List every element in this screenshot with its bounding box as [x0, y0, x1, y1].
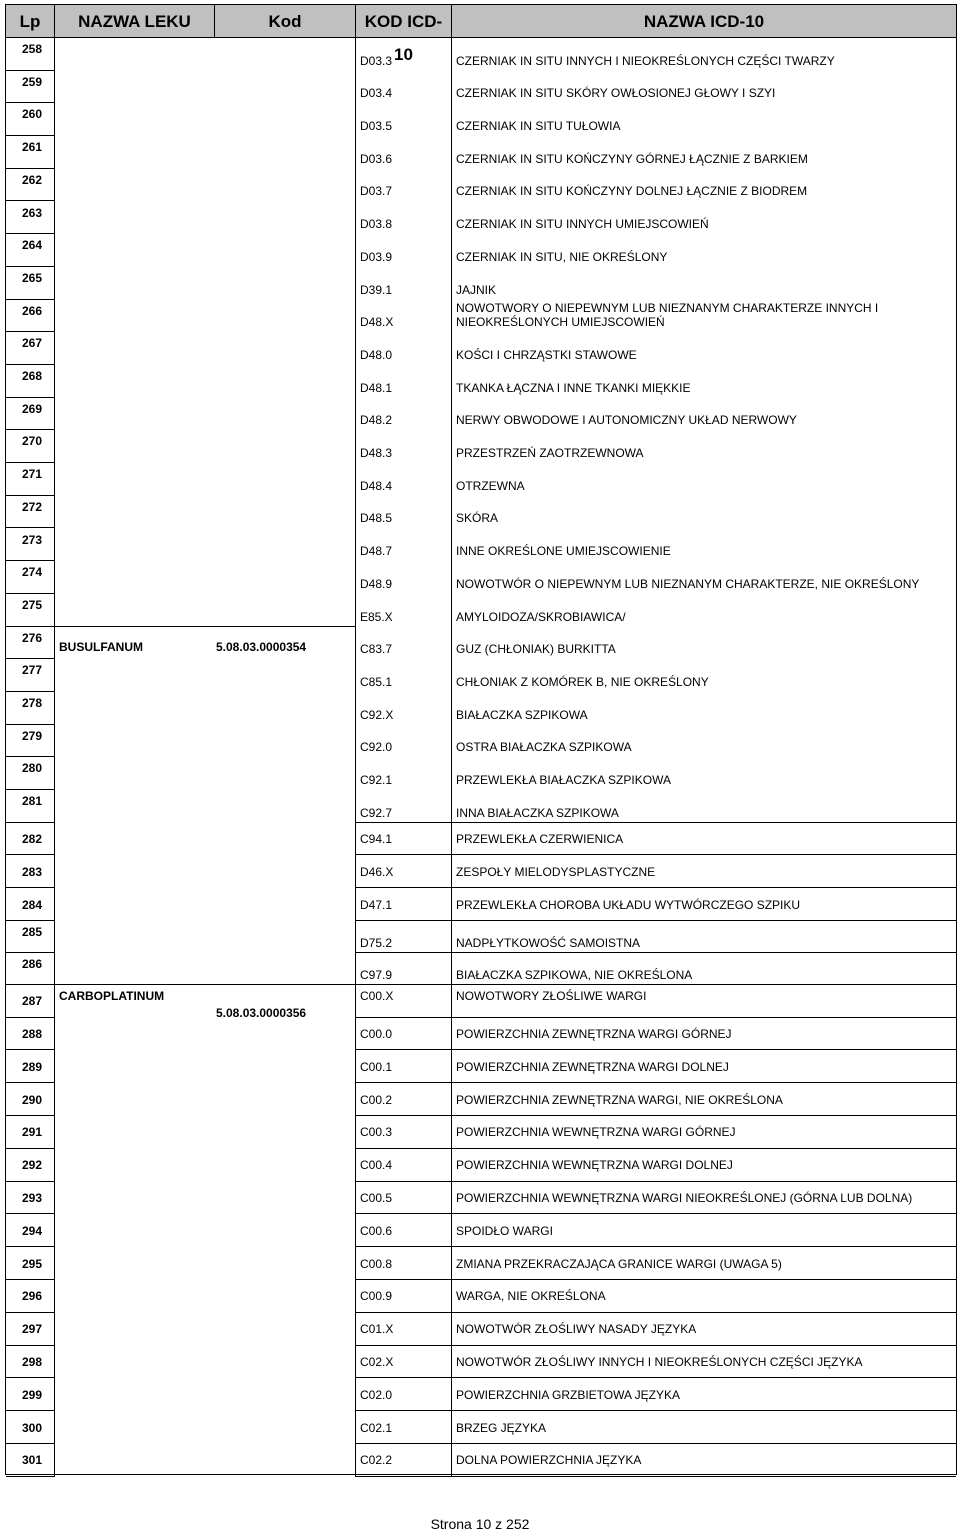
- icd-code: D48.5: [360, 511, 393, 526]
- table-row: [6, 659, 956, 692]
- table-row: [6, 1149, 956, 1182]
- icd-code: C00.9: [360, 1289, 393, 1304]
- icd-name: NOWOTWÓR ZŁOŚLIWY INNYCH I NIEOKREŚLONYCH CZĘŚCI JĘZYKA: [456, 1355, 863, 1370]
- row-lp: 284: [22, 897, 43, 912]
- icd-name: NOWOTWORY ZŁOŚLIWE WARGI: [456, 988, 647, 1003]
- table-row: [6, 1313, 956, 1346]
- row-border: [355, 1476, 956, 1477]
- icd-name: CZERNIAK IN SITU KOŃCZYNY GÓRNEJ ŁĄCZNIE Z BARKIEM: [456, 151, 808, 166]
- table-row: [6, 398, 956, 431]
- table-row: [6, 757, 956, 790]
- table-row: [6, 38, 956, 71]
- row-lp: 276: [22, 630, 43, 645]
- icd-code: D48.2: [360, 413, 393, 428]
- icd-code: C02.1: [360, 1420, 393, 1435]
- table-row: [6, 1018, 956, 1051]
- table-row: [6, 332, 956, 365]
- row-lp: 267: [22, 336, 43, 351]
- row-lp: 268: [22, 369, 43, 383]
- icd-code: C02.0: [360, 1387, 393, 1402]
- table-row: [6, 169, 956, 202]
- row-lp: 263: [22, 205, 43, 220]
- table-row: [6, 594, 956, 627]
- table-row: [6, 888, 956, 921]
- table-row: [6, 823, 956, 856]
- icd-name: CZERNIAK IN SITU SKÓRY OWŁOSIONEJ GŁOWY I SZYI: [456, 86, 776, 101]
- icd-name: POWIERZCHNIA ZEWNĘTRZNA WARGI DOLNEJ: [456, 1059, 729, 1074]
- icd-name: POWIERZCHNIA ZEWNĘTRZNA WARGI GÓRNEJ: [456, 1027, 732, 1042]
- row-lp: 265: [22, 270, 43, 285]
- header-lp: Lp: [6, 5, 55, 38]
- table-row: [6, 1444, 956, 1477]
- row-lp: 296: [22, 1289, 43, 1304]
- icd-code: D47.1: [360, 897, 393, 912]
- table-row: [6, 1247, 956, 1280]
- table-row: [6, 1379, 956, 1412]
- table-row: [6, 1182, 956, 1215]
- icd-name: NOWOTWÓR ZŁOŚLIWY NASADY JĘZYKA: [456, 1322, 697, 1337]
- icd-name: OSTRA BIAŁACZKA SZPIKOWA: [456, 740, 632, 755]
- icd-code: C02.2: [360, 1453, 393, 1468]
- icd-code: C00.3: [360, 1125, 393, 1140]
- row-lp: 278: [22, 696, 43, 710]
- table-row: [6, 300, 956, 333]
- header-drug-name: NAZWA LEKU: [55, 5, 215, 38]
- row-lp: 281: [22, 794, 43, 809]
- row-border: [6, 1476, 54, 1477]
- icd-code: E85.X: [360, 609, 393, 624]
- drug-icd-table: [5, 4, 957, 1475]
- table-row: [6, 71, 956, 104]
- table-row: [6, 1346, 956, 1379]
- table-row: [6, 365, 956, 398]
- page-number: Strona 10 z 252: [430, 1516, 530, 1532]
- header-kod: Kod: [215, 5, 356, 38]
- table-row: [6, 985, 956, 1018]
- icd-code: C92.X: [360, 707, 394, 722]
- row-lp: 282: [22, 832, 43, 847]
- icd-code: D39.1: [360, 282, 393, 297]
- icd-code: C02.X: [360, 1355, 394, 1370]
- icd-name: BRZEG JĘZYKA: [456, 1420, 547, 1435]
- row-lp: 261: [22, 140, 43, 155]
- icd-code: C01.X: [360, 1322, 394, 1337]
- table-row: [6, 1280, 956, 1313]
- table-row: [6, 1215, 956, 1248]
- table-row: [6, 136, 956, 169]
- icd-code: D48.4: [360, 478, 393, 493]
- icd-code: C00.X: [360, 988, 394, 1003]
- icd-name: PRZESTRZEŃ ZAOTRZEWNOWA: [456, 446, 644, 461]
- icd-name: POWIERZCHNIA WEWNĘTRZNA WARGI DOLNEJ: [456, 1158, 733, 1173]
- icd-code: D46.X: [360, 864, 394, 879]
- table-row: [6, 692, 956, 725]
- row-lp: 271: [22, 467, 43, 482]
- row-lp: 288: [22, 1027, 43, 1042]
- row-lp: 275: [22, 597, 43, 612]
- icd-code: C00.6: [360, 1223, 393, 1238]
- icd-name: POWIERZCHNIA ZEWNĘTRZNA WARGI, NIE OKREŚLONA: [456, 1092, 783, 1107]
- row-lp: 289: [22, 1059, 43, 1074]
- icd-name: CZERNIAK IN SITU INNYCH UMIEJSCOWIEŃ: [456, 217, 709, 232]
- icd-code: C94.1: [360, 832, 393, 847]
- icd-name: NERWY OBWODOWE I AUTONOMICZNY UKŁAD NERWOWY: [456, 413, 797, 428]
- icd-name: TKANKA ŁĄCZNA I INNE TKANKI MIĘKKIE: [456, 380, 691, 395]
- row-lp: 286: [22, 956, 43, 971]
- drug-code: 5.08.03.0000354: [216, 640, 307, 655]
- icd-name: PRZEWLEKŁA BIAŁACZKA SZPIKOWA: [456, 773, 671, 788]
- icd-name: DOLNA POWIERZCHNIA JĘZYKA: [456, 1453, 642, 1468]
- row-lp: 293: [22, 1191, 43, 1206]
- table-row: [6, 953, 956, 985]
- icd-name: BIAŁACZKA SZPIKOWA, NIE OKREŚLONA: [456, 967, 693, 982]
- icd-code: C85.1: [360, 674, 393, 689]
- table-row: [6, 430, 956, 463]
- table-row: [6, 627, 956, 660]
- table-row: [6, 496, 956, 529]
- table-row: [6, 463, 956, 496]
- icd-code: D48.3: [360, 446, 393, 461]
- row-lp: 285: [22, 924, 43, 939]
- icd-code: C00.1: [360, 1059, 393, 1074]
- icd-name: AMYLOIDOZA/SKROBIAWICA/: [456, 609, 626, 624]
- header-icd-code: KOD ICD-10: [356, 5, 452, 38]
- icd-name: SPOIDŁO WARGI: [456, 1223, 553, 1238]
- drug-code: 5.08.03.0000356: [216, 1005, 307, 1020]
- drug-name: CARBOPLATINUM: [59, 988, 165, 1003]
- table-row: [6, 267, 956, 300]
- icd-code: C83.7: [360, 642, 393, 657]
- row-lp: 300: [22, 1420, 43, 1435]
- table-row: [6, 234, 956, 267]
- icd-name: POWIERZCHNIA GRZBIETOWA JĘZYKA: [456, 1387, 681, 1402]
- icd-code: D48.7: [360, 544, 393, 559]
- table-row: [6, 103, 956, 136]
- icd-name: KOŚCI I CHRZĄSTKI STAWOWE: [456, 347, 637, 362]
- icd-name: NADPŁYTKOWOŚĆ SAMOISTNA: [456, 935, 641, 950]
- row-lp: 301: [22, 1453, 43, 1468]
- icd-name: GUZ (CHŁONIAK) BURKITTA: [456, 642, 616, 657]
- table-row: [6, 921, 956, 953]
- row-lp: 279: [22, 728, 43, 743]
- icd-name: SKÓRA: [456, 511, 499, 526]
- row-lp: 259: [22, 74, 43, 89]
- table-row: [6, 561, 956, 594]
- icd-code: C00.4: [360, 1158, 393, 1173]
- icd-code: D48.1: [360, 380, 393, 395]
- icd-code: C00.0: [360, 1027, 393, 1042]
- icd-name: CHŁONIAK Z KOMÓREK B, NIE OKREŚLONY: [456, 674, 709, 689]
- icd-code: C00.2: [360, 1092, 393, 1107]
- table-row: [6, 1116, 956, 1149]
- icd-code: D03.8: [360, 217, 393, 232]
- row-lp: 291: [22, 1125, 43, 1140]
- row-lp: 292: [22, 1158, 43, 1173]
- row-lp: 260: [22, 107, 43, 122]
- row-lp: 269: [22, 401, 43, 416]
- row-lp: 272: [22, 499, 43, 514]
- icd-name: CZERNIAK IN SITU TUŁOWIA: [456, 119, 621, 134]
- row-lp: 298: [22, 1355, 43, 1370]
- table-row: [6, 1083, 956, 1116]
- row-lp: 264: [22, 238, 43, 253]
- table-row: [6, 790, 956, 823]
- icd-name: PRZEWLEKŁA CZERWIENICA: [456, 832, 624, 847]
- row-lp: 266: [22, 303, 43, 318]
- icd-name: INNA BIAŁACZKA SZPIKOWA: [456, 805, 619, 820]
- icd-name: POWIERZCHNIA WEWNĘTRZNA WARGI NIEOKREŚLONEJ (GÓRNA LUB DOLNA): [456, 1191, 913, 1206]
- icd-name: JAJNIK: [456, 282, 497, 297]
- icd-code: C97.9: [360, 967, 393, 982]
- icd-name: NOWOTWORY O NIEPEWNYM LUB NIEZNANYM CHARAKTERZE INNYCH I NIEOKREŚLONYCH UMIEJSCOWIEŃ: [456, 301, 879, 330]
- icd-code: D75.2: [360, 935, 393, 950]
- row-lp: 287: [22, 994, 43, 1009]
- icd-code: C00.8: [360, 1256, 393, 1271]
- table-row: [6, 529, 956, 562]
- icd-code: C00.5: [360, 1191, 393, 1206]
- icd-name: CZERNIAK IN SITU KOŃCZYNY DOLNEJ ŁĄCZNIE Z BIODREM: [456, 184, 808, 199]
- icd-code: C92.0: [360, 740, 393, 755]
- row-lp: 277: [22, 663, 43, 678]
- header-icd-name: NAZWA ICD-10: [643, 12, 765, 31]
- icd-name: ZMIANA PRZEKRACZAJĄCA GRANICE WARGI (UWAGA 5): [456, 1256, 782, 1271]
- table-row: [6, 725, 956, 758]
- table-row: [6, 1051, 956, 1084]
- icd-name: CZERNIAK IN SITU INNYCH I NIEOKREŚLONYCH CZĘŚCI TWARZY: [456, 53, 835, 68]
- drug-name: BUSULFANUM: [59, 640, 143, 655]
- row-lp: 258: [22, 42, 43, 56]
- row-lp: 273: [22, 532, 43, 547]
- icd-name: OTRZEWNA: [456, 478, 525, 493]
- icd-name: PRZEWLEKŁA CHOROBA UKŁADU WYTWÓRCZEGO SZPIKU: [456, 897, 801, 912]
- icd-code: D03.6: [360, 151, 393, 166]
- row-lp: 295: [22, 1256, 43, 1271]
- row-lp: 280: [22, 761, 43, 776]
- icd-name: WARGA, NIE OKREŚLONA: [456, 1289, 606, 1304]
- row-lp: 270: [22, 434, 43, 449]
- icd-code: D48.0: [360, 347, 393, 362]
- row-lp: 283: [22, 864, 43, 879]
- icd-code: C92.7: [360, 805, 393, 820]
- icd-name: NOWOTWÓR O NIEPEWNYM LUB NIEZNANYM CHARAKTERZE, NIE OKREŚLONY: [456, 576, 920, 591]
- row-lp: 262: [22, 172, 43, 187]
- icd-code: D48.9: [360, 576, 393, 591]
- table-row: [6, 1411, 956, 1444]
- icd-code: C92.1: [360, 773, 393, 788]
- icd-code: D03.3: [360, 53, 393, 68]
- icd-code: D03.7: [360, 184, 393, 199]
- table-row: [6, 856, 956, 889]
- icd-name: POWIERZCHNIA WEWNĘTRZNA WARGI GÓRNEJ: [456, 1125, 736, 1140]
- icd-code: D03.5: [360, 119, 393, 134]
- icd-code: D03.4: [360, 86, 393, 101]
- icd-code: D03.9: [360, 249, 393, 264]
- row-lp: 294: [22, 1223, 43, 1238]
- icd-name: BIAŁACZKA SZPIKOWA: [456, 707, 588, 722]
- row-lp: 297: [22, 1322, 43, 1337]
- icd-code: D48.X: [360, 315, 394, 330]
- icd-name: CZERNIAK IN SITU, NIE OKREŚLONY: [456, 249, 668, 264]
- table-row: [6, 202, 956, 235]
- row-lp: 299: [22, 1387, 43, 1402]
- icd-name: ZESPOŁY MIELODYSPLASTYCZNE: [456, 864, 656, 879]
- row-lp: 274: [22, 565, 43, 580]
- icd-name: INNE OKREŚLONE UMIEJSCOWIENIE: [456, 544, 671, 559]
- row-lp: 290: [22, 1092, 43, 1107]
